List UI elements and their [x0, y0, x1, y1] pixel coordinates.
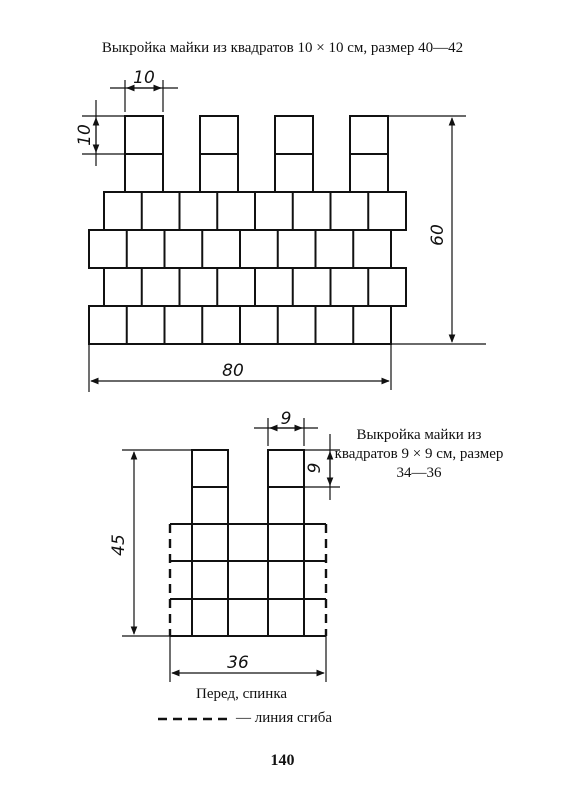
total-width-label: 80 [222, 361, 244, 381]
grid-row [89, 230, 391, 268]
total-height-label: 60 [428, 224, 448, 246]
grid-row [104, 192, 406, 230]
square-width-label: 10 [133, 68, 155, 88]
pattern-2-caption: Выкройка майки из квадратов 9 × 9 см, размер 34—36 [334, 427, 504, 481]
front-back-label: Перед, спинка [196, 686, 288, 702]
total-width-label: 36 [227, 653, 249, 673]
square-width-label: 9 [280, 409, 292, 429]
pattern-2-grid [170, 450, 326, 636]
page-number: 140 [270, 752, 295, 769]
strap [125, 116, 163, 192]
total-height-label: 45 [109, 534, 129, 556]
pattern-1-title: Выкройка майки из квадратов 10 × 10 см, размер 40—42 [101, 40, 464, 56]
strap [200, 116, 238, 192]
grid-row [104, 268, 406, 306]
grid-row [89, 306, 391, 344]
square-height-label: 9 [305, 462, 325, 474]
strap [350, 116, 388, 192]
fold-line-label: — линия сгиба [236, 710, 333, 726]
square-height-label: 10 [75, 124, 95, 146]
strap [275, 116, 313, 192]
pattern-1-grid [89, 116, 406, 344]
